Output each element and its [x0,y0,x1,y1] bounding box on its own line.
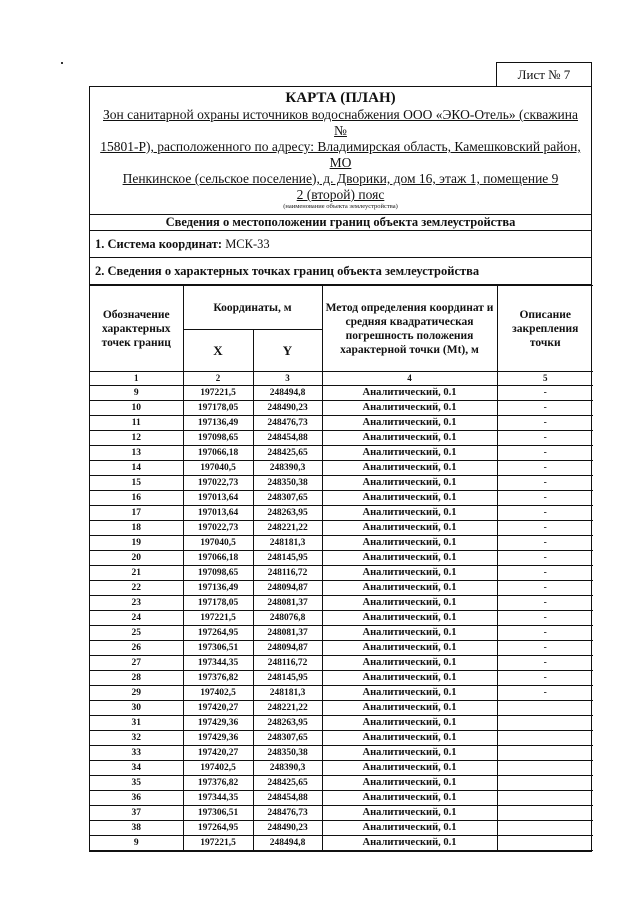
coord-x: 197013,64 [183,506,253,521]
points-title: 2. Сведения о характерных точках границ объекта землеустройства [90,258,591,285]
table-row [90,401,593,416]
table-row [90,416,593,431]
coord-y: 248307,65 [253,491,322,506]
method: Аналитический, 0.1 [322,656,497,671]
coord-x: 197040,5 [183,461,253,476]
fixation: - [497,416,593,431]
method: Аналитический, 0.1 [322,611,497,626]
method: Аналитический, 0.1 [322,581,497,596]
fixation [497,776,593,791]
method: Аналитический, 0.1 [322,461,497,476]
method: Аналитический, 0.1 [322,641,497,656]
point-id: 10 [90,401,183,416]
method: Аналитический, 0.1 [322,686,497,701]
coord-x: 197221,5 [183,386,253,401]
coord-x: 197136,49 [183,416,253,431]
table-row [90,386,593,401]
fixation [497,761,593,776]
coord-y: 248454,88 [253,791,322,806]
table-row [90,581,593,596]
fixation: - [497,461,593,476]
point-id: 26 [90,641,183,656]
coord-system-value: МСК-33 [225,237,270,251]
point-id: 25 [90,626,183,641]
fixation: - [497,671,593,686]
fixation: - [497,626,593,641]
table-row [90,461,593,476]
table-row [90,521,593,536]
point-id: 9 [90,836,183,851]
table-row [90,551,593,566]
method: Аналитический, 0.1 [322,476,497,491]
point-id: 15 [90,476,183,491]
coord-x: 197306,51 [183,806,253,821]
col-number: 4 [322,372,497,386]
method: Аналитический, 0.1 [322,746,497,761]
method: Аналитический, 0.1 [322,416,497,431]
point-id: 29 [90,686,183,701]
section-title: Сведения о местоположении границ объекта землеустройства [90,215,591,231]
coord-y: 248425,65 [253,446,322,461]
table-row [90,641,593,656]
point-id: 18 [90,521,183,536]
method: Аналитический, 0.1 [322,626,497,641]
method: Аналитический, 0.1 [322,821,497,836]
table-row [90,671,593,686]
coord-x: 197022,73 [183,476,253,491]
method: Аналитический, 0.1 [322,551,497,566]
document-title: КАРТА (ПЛАН) [285,90,396,106]
point-id: 28 [90,671,183,686]
coord-y: 248490,23 [253,821,322,836]
point-id: 12 [90,431,183,446]
coord-y: 248490,23 [253,401,322,416]
table-row [90,761,593,776]
point-id: 38 [90,821,183,836]
point-id: 9 [90,386,183,401]
point-id: 24 [90,611,183,626]
coord-y: 248221,22 [253,521,322,536]
fixation: - [497,431,593,446]
coord-y: 248263,95 [253,716,322,731]
zone-caption: (наименование объекта землеустройства) [283,203,398,210]
coord-x: 197098,65 [183,566,253,581]
fixation [497,791,593,806]
coord-y: 248094,87 [253,581,322,596]
fixation [497,836,593,851]
fixation [497,806,593,821]
col-number: 2 [183,372,253,386]
method: Аналитический, 0.1 [322,491,497,506]
fixation: - [497,521,593,536]
subtitle-line-1: Зон санитарной охраны источников водоснабжения ООО «ЭКО-Отель» (скважина № [103,107,578,138]
table-row [90,656,593,671]
coord-x: 197264,95 [183,626,253,641]
table-row [90,776,593,791]
coord-y: 248116,72 [253,656,322,671]
coord-y: 248307,65 [253,731,322,746]
coord-y: 248094,87 [253,641,322,656]
header-method: Метод определения координат и средняя квадратическая погрешность положения характерной точки (Mt), м [322,286,497,372]
table-row [90,626,593,641]
coord-y: 248390,3 [253,761,322,776]
coord-y: 248263,95 [253,506,322,521]
method: Аналитический, 0.1 [322,536,497,551]
coord-x: 197344,35 [183,656,253,671]
table-row [90,716,593,731]
coord-x: 197040,5 [183,536,253,551]
point-id: 17 [90,506,183,521]
coord-y: 248145,95 [253,671,322,686]
method: Аналитический, 0.1 [322,446,497,461]
coord-system-label: 1. Система координат: [95,237,223,251]
table-body [90,386,593,851]
coord-x: 197376,82 [183,776,253,791]
coord-y: 248181,3 [253,686,322,701]
table-row [90,506,593,521]
coord-x: 197066,18 [183,551,253,566]
method: Аналитический, 0.1 [322,506,497,521]
col-number: 1 [90,372,183,386]
coord-y: 248116,72 [253,566,322,581]
coord-x: 197066,18 [183,446,253,461]
method: Аналитический, 0.1 [322,521,497,536]
fixation: - [497,566,593,581]
point-id: 37 [90,806,183,821]
fixation: - [497,641,593,656]
point-id: 13 [90,446,183,461]
coord-y: 248076,8 [253,611,322,626]
document-frame [89,86,592,852]
point-id: 31 [90,716,183,731]
header-point: Обозначение характерных точек границ [90,286,183,372]
coord-y: 248181,3 [253,536,322,551]
point-id: 27 [90,656,183,671]
point-id: 33 [90,746,183,761]
coord-y: 248350,38 [253,746,322,761]
method: Аналитический, 0.1 [322,401,497,416]
fixation: - [497,476,593,491]
zone-label: 2 (второй) пояс [296,187,385,202]
point-id: 11 [90,416,183,431]
method: Аналитический, 0.1 [322,386,497,401]
subtitle-line-3: Пенкинское (сельское поселение), д. Дворики, дом 16, этаж 1, помещение 9 [122,171,559,186]
table-row [90,566,593,581]
coord-y: 248494,8 [253,386,322,401]
method: Аналитический, 0.1 [322,731,497,746]
point-id: 30 [90,701,183,716]
table-row [90,791,593,806]
table-row [90,686,593,701]
coord-y: 248494,8 [253,836,322,851]
coord-y: 248081,37 [253,626,322,641]
document-header [90,87,591,215]
table-row [90,446,593,461]
table-row [90,806,593,821]
table-row [90,731,593,746]
subtitle-line-2: 15801-Р), расположенного по адресу: Владимирская область, Камешковский район, МО [100,139,581,170]
fixation: - [497,446,593,461]
coord-x: 197344,35 [183,791,253,806]
col-number: 3 [253,372,322,386]
fixation: - [497,686,593,701]
point-id: 34 [90,761,183,776]
method: Аналитический, 0.1 [322,671,497,686]
fixation [497,701,593,716]
fixation: - [497,596,593,611]
table-row [90,476,593,491]
point-id: 23 [90,596,183,611]
fixation: - [497,551,593,566]
point-id: 36 [90,791,183,806]
table-row [90,821,593,836]
fixation: - [497,386,593,401]
fixation: - [497,536,593,551]
coord-x: 197376,82 [183,671,253,686]
coord-y: 248476,73 [253,416,322,431]
method: Аналитический, 0.1 [322,791,497,806]
coord-x: 197420,27 [183,746,253,761]
points-table [90,285,593,851]
coord-y: 248081,37 [253,596,322,611]
scan-speck [61,62,63,64]
coord-x: 197022,73 [183,521,253,536]
coord-y: 248425,65 [253,776,322,791]
coord-x: 197429,36 [183,731,253,746]
header-x: X [183,330,253,372]
table-row [90,491,593,506]
method: Аналитический, 0.1 [322,716,497,731]
table-row [90,836,593,851]
header-coords: Координаты, м [183,286,322,330]
method: Аналитический, 0.1 [322,806,497,821]
header-y: Y [253,330,322,372]
coord-y: 248454,88 [253,431,322,446]
method: Аналитический, 0.1 [322,761,497,776]
fixation: - [497,401,593,416]
coord-system [90,231,591,258]
table-row [90,431,593,446]
point-id: 32 [90,731,183,746]
method: Аналитический, 0.1 [322,596,497,611]
table-row [90,701,593,716]
header-desc: Описание закрепления точки [497,286,593,372]
point-id: 16 [90,491,183,506]
coord-x: 197402,5 [183,686,253,701]
coord-x: 197178,05 [183,401,253,416]
fixation: - [497,581,593,596]
point-id: 20 [90,551,183,566]
fixation [497,821,593,836]
table-row [90,746,593,761]
sheet-number: Лист № 7 [496,62,592,86]
coord-x: 197136,49 [183,581,253,596]
coord-y: 248145,95 [253,551,322,566]
coord-x: 197264,95 [183,821,253,836]
point-id: 14 [90,461,183,476]
coord-x: 197402,5 [183,761,253,776]
coord-x: 197013,64 [183,491,253,506]
coord-x: 197178,05 [183,596,253,611]
fixation [497,746,593,761]
coord-x: 197420,27 [183,701,253,716]
fixation: - [497,611,593,626]
table-row [90,611,593,626]
coord-y: 248476,73 [253,806,322,821]
fixation: - [497,656,593,671]
fixation [497,731,593,746]
fixation: - [497,506,593,521]
coord-y: 248221,22 [253,701,322,716]
point-id: 22 [90,581,183,596]
fixation: - [497,491,593,506]
method: Аналитический, 0.1 [322,431,497,446]
coord-y: 248350,38 [253,476,322,491]
point-id: 19 [90,536,183,551]
point-id: 21 [90,566,183,581]
coord-x: 197221,5 [183,836,253,851]
coord-y: 248390,3 [253,461,322,476]
fixation [497,716,593,731]
method: Аналитический, 0.1 [322,776,497,791]
coord-x: 197306,51 [183,641,253,656]
method: Аналитический, 0.1 [322,836,497,851]
coord-x: 197098,65 [183,431,253,446]
coord-x: 197221,5 [183,611,253,626]
method: Аналитический, 0.1 [322,566,497,581]
coord-x: 197429,36 [183,716,253,731]
method: Аналитический, 0.1 [322,701,497,716]
table-row [90,596,593,611]
table-row [90,536,593,551]
col-number: 5 [497,372,593,386]
point-id: 35 [90,776,183,791]
